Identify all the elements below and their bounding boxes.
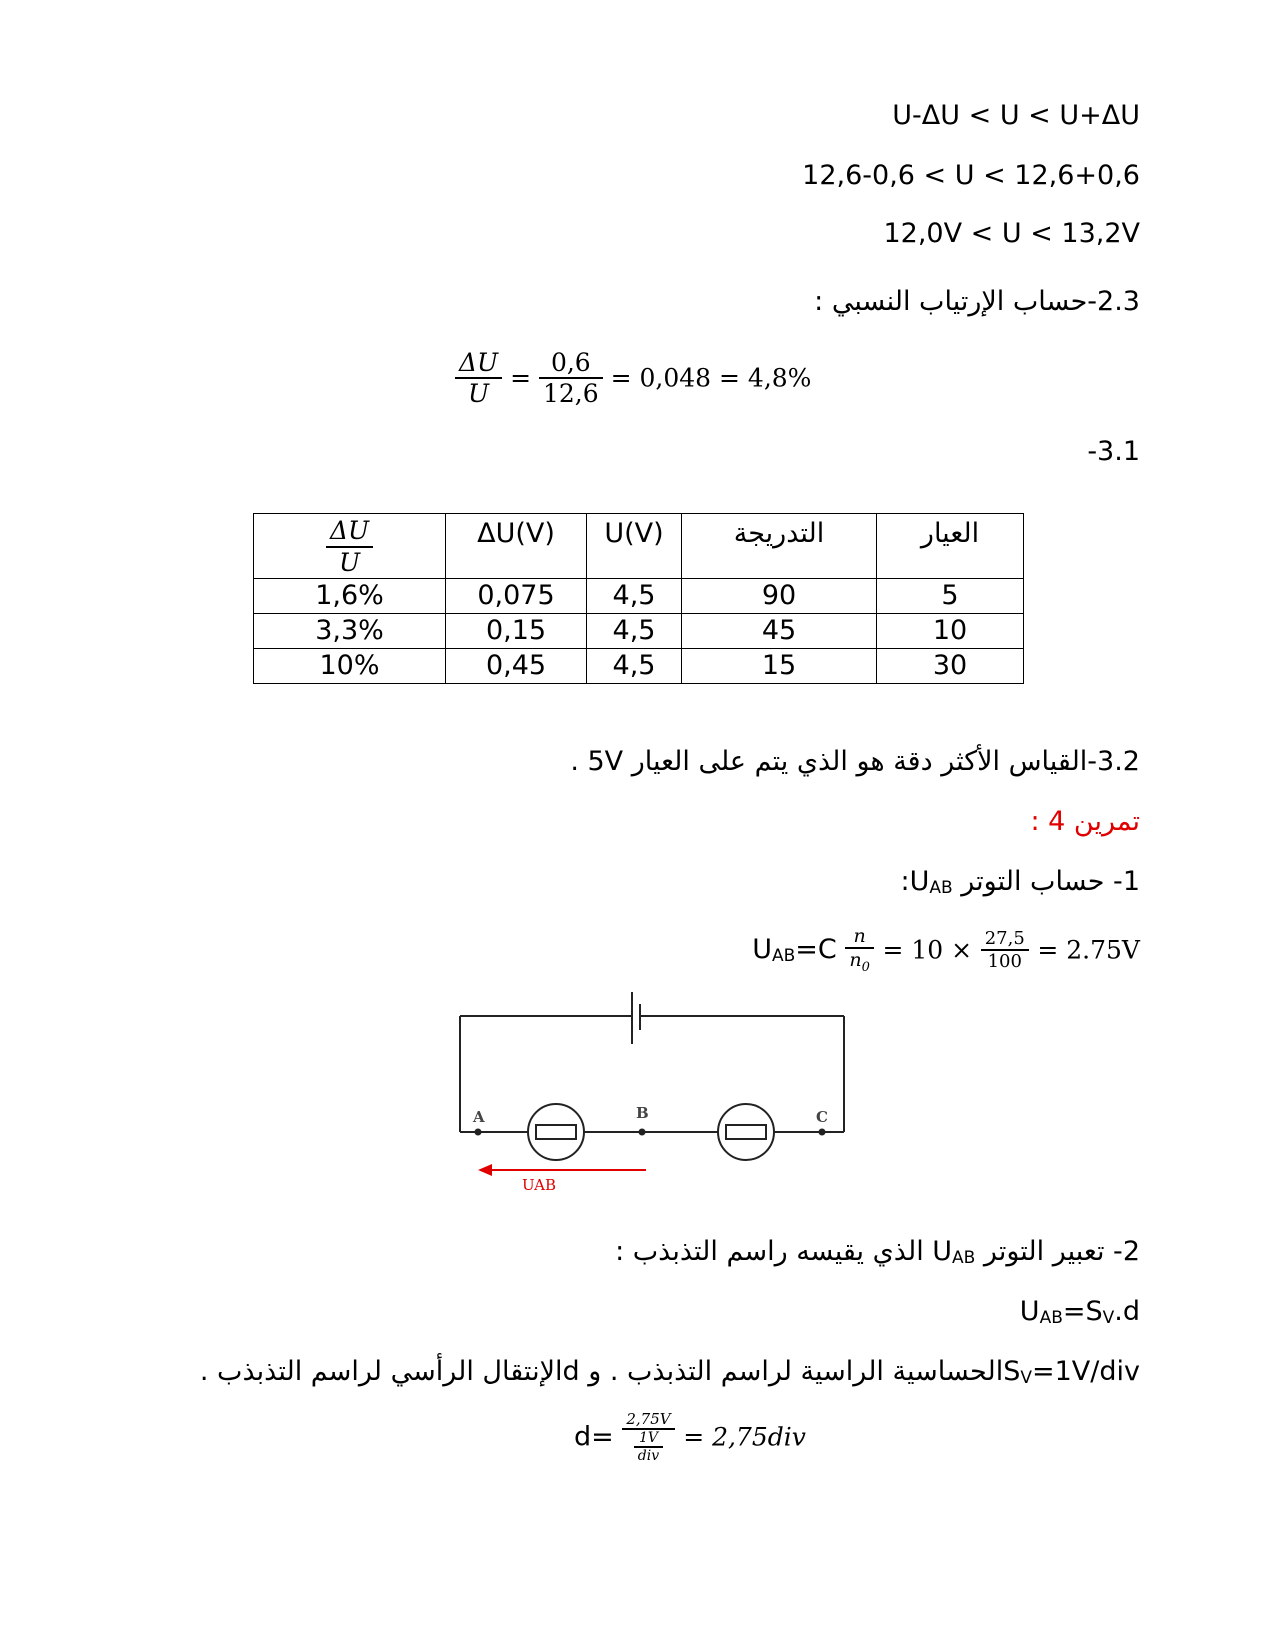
cell-graduation: 45	[682, 614, 877, 649]
exercise-4-title: تمرين 4 :	[1030, 806, 1140, 837]
inequality-line-1: U-ΔU < U < U+ΔU	[892, 100, 1140, 131]
cell-delta-u: 0,15	[446, 614, 587, 649]
node-label-a: A	[473, 1108, 485, 1126]
frac-n: n	[845, 925, 874, 949]
formula-den-value: 12,6	[542, 379, 599, 408]
section-2-3-title: 2.3-حساب الإرتياب النسبي :	[814, 286, 1140, 317]
header-frac-den: U	[338, 548, 361, 577]
table-row	[254, 579, 1024, 614]
circuit-diagram	[456, 990, 856, 1190]
measurement-table	[253, 513, 1024, 684]
header-delta-u: ΔU(V)	[446, 514, 587, 579]
uab-arrow-icon	[478, 1164, 646, 1176]
exercise-4-q2: 2- تعبير التوتر $U_{AB}$ الذي يقيسه راسم التذبذب :	[615, 1236, 1140, 1268]
relative-uncertainty-formula: $\frac{\Delta U}{U}$ = $\frac{0,6}{12,6}$ = 0,048 = 4,8%	[455, 348, 811, 408]
d-formula-lhs: d=	[574, 1421, 614, 1453]
cell-relative: 3,3%	[254, 614, 446, 649]
uab-formula-mid: = 10 ×	[882, 935, 973, 965]
cell-u: 4,5	[587, 614, 682, 649]
resistor-icon	[718, 1104, 774, 1160]
formula-result: = 0,048 = 4,8%	[610, 363, 812, 393]
header-relative-uncertainty	[254, 514, 446, 579]
node-label-c: C	[816, 1108, 828, 1126]
resistor-icon	[528, 1104, 584, 1160]
cell-relative: 10%	[254, 649, 446, 684]
cell-delta-u: 0,45	[446, 649, 587, 684]
d-formula-den-den: div	[637, 1448, 660, 1464]
uab-formula: $U_{AB}=C$ $\frac{n}{n_0}$ = 10 × $\frac{27,5}{100}$ = 2.75V	[752, 925, 1140, 975]
header-graduation: التدريجة	[682, 514, 877, 579]
cell-u: 4,5	[587, 579, 682, 614]
header-u: U(V)	[587, 514, 682, 579]
cell-caliber: 10	[877, 614, 1024, 649]
table-header-row	[254, 514, 1024, 579]
battery-icon	[632, 992, 640, 1044]
d-formula-den-num: 1V	[634, 1430, 663, 1448]
node-label-b: B	[636, 1104, 649, 1122]
d-formula-num: 2,75V	[622, 1410, 674, 1430]
inequality-line-2: 12,6-0,6 < U < 12,6+0,6	[802, 160, 1140, 191]
header-frac-num: ΔU	[326, 516, 373, 548]
cell-graduation: 90	[682, 579, 877, 614]
section-3-1-title: -3.1	[1087, 436, 1140, 467]
table-row	[254, 649, 1024, 684]
frac-27-5: 27,5	[981, 928, 1029, 951]
uab-formula-result: = 2.75V	[1037, 935, 1140, 965]
q2-formula: $U_{AB}=S_V.d$	[1019, 1296, 1140, 1328]
formula-num-delta-u: ΔU	[455, 348, 502, 379]
cell-caliber: 5	[877, 579, 1024, 614]
d-formula-result: = 2,75div	[683, 1422, 806, 1452]
table-row	[254, 614, 1024, 649]
d-formula	[574, 1410, 806, 1464]
cell-caliber: 30	[877, 649, 1024, 684]
exercise-4-q1: 1- حساب التوتر $U_{AB}$:	[900, 866, 1140, 898]
cell-u: 4,5	[587, 649, 682, 684]
cell-delta-u: 0,075	[446, 579, 587, 614]
formula-num-value: 0,6	[539, 348, 603, 379]
q2-description: $S_V=1V$/divالحساسية الراسية لراسم التذبذب . و dالإنتقال الرأسي لراسم التذبذب .	[199, 1356, 1140, 1388]
cell-relative: 1,6%	[254, 579, 446, 614]
formula-den-u: U	[468, 379, 490, 408]
cell-graduation: 15	[682, 649, 877, 684]
section-3-2-text: 3.2-القياس الأكثر دقة هو الذي يتم على العيار 5V .	[570, 746, 1140, 777]
uab-label: UAB	[522, 1176, 557, 1190]
inequality-line-3: 12,0V < U < 13,2V	[883, 218, 1140, 249]
header-caliber: العيار	[877, 514, 1024, 579]
frac-100: 100	[987, 950, 1022, 972]
